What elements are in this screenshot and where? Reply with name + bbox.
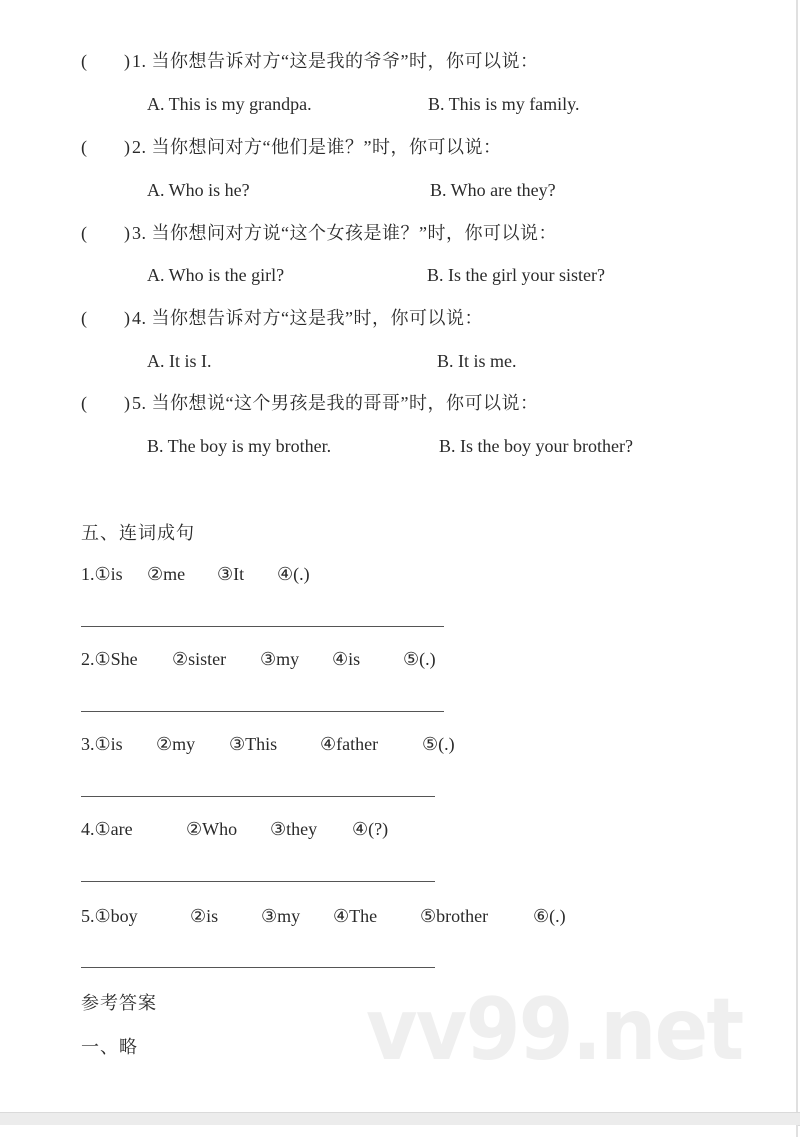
word: 4.①are bbox=[81, 819, 133, 839]
question-text: 2. 当你想问对方“他们是谁？”时，你可以说： bbox=[132, 137, 502, 157]
answer-paren-open: ( bbox=[81, 308, 87, 328]
word: 1.①is bbox=[81, 564, 123, 584]
answers-title: 参考答案 bbox=[81, 993, 157, 1013]
answer-line-2[interactable] bbox=[81, 711, 444, 712]
word: ④is bbox=[332, 649, 361, 669]
answer-paren-open: ( bbox=[81, 137, 87, 157]
answer-paren-open: ( bbox=[81, 223, 87, 243]
word: ⑥(.) bbox=[533, 906, 566, 926]
watermark: vv99.net bbox=[366, 980, 743, 1080]
option-a: A. This is my grandpa. bbox=[147, 94, 312, 114]
word: ②is bbox=[190, 906, 219, 926]
answers-part-1: 一、略 bbox=[81, 1037, 138, 1057]
word: ④(?) bbox=[352, 819, 389, 839]
word: ⑤(.) bbox=[422, 734, 455, 754]
word: 2.①She bbox=[81, 649, 138, 669]
word: 5.①boy bbox=[81, 906, 138, 926]
word: ③my bbox=[261, 906, 301, 926]
word: ③This bbox=[229, 734, 278, 754]
option-a: A. Who is the girl? bbox=[147, 265, 285, 285]
question-text: 5. 当你想说“这个男孩是我的哥哥”时，你可以说： bbox=[132, 393, 539, 413]
answer-line-5[interactable] bbox=[81, 967, 435, 968]
answer-paren-close: ) bbox=[124, 223, 130, 243]
answer-paren-close: ) bbox=[124, 51, 130, 71]
option-b: B. It is me. bbox=[437, 351, 517, 371]
answer-line-1[interactable] bbox=[81, 626, 444, 627]
word: ③they bbox=[270, 819, 318, 839]
answer-paren-close: ) bbox=[124, 393, 130, 413]
word: ③It bbox=[217, 564, 245, 584]
answer-paren-close: ) bbox=[124, 137, 130, 157]
word: ②sister bbox=[172, 649, 227, 669]
word: ⑤brother bbox=[420, 906, 489, 926]
option-b: B. Is the girl your sister? bbox=[427, 265, 605, 285]
answer-paren-close: ) bbox=[124, 308, 130, 328]
option-b: B. Who are they? bbox=[430, 180, 556, 200]
question-text: 4. 当你想告诉对方“这是我”时，你可以说： bbox=[132, 308, 483, 328]
option-a: A. It is I. bbox=[147, 351, 212, 371]
word: ②my bbox=[156, 734, 196, 754]
word: ②me bbox=[147, 564, 186, 584]
page-break bbox=[0, 1112, 800, 1126]
option-a: A. Who is he? bbox=[147, 180, 250, 200]
question-text: 3. 当你想问对方说“这个女孩是谁？”时，你可以说： bbox=[132, 223, 557, 243]
option-b: B. This is my family. bbox=[428, 94, 580, 114]
word: ④The bbox=[333, 906, 378, 926]
answer-line-3[interactable] bbox=[81, 796, 435, 797]
word: ③my bbox=[260, 649, 300, 669]
option-a: B. The boy is my brother. bbox=[147, 436, 332, 456]
word: ④father bbox=[320, 734, 379, 754]
answer-line-4[interactable] bbox=[81, 881, 435, 882]
answer-paren-open: ( bbox=[81, 51, 87, 71]
word: 3.①is bbox=[81, 734, 123, 754]
word: ②Who bbox=[186, 819, 238, 839]
word: ⑤(.) bbox=[403, 649, 436, 669]
question-text: 1. 当你想告诉对方“这是我的爷爷”时，你可以说： bbox=[132, 51, 539, 71]
option-b: B. Is the boy your brother? bbox=[439, 436, 633, 456]
word: ④(.) bbox=[277, 564, 310, 584]
next-page-top bbox=[0, 1125, 798, 1137]
section-title: 五、连词成句 bbox=[81, 523, 195, 543]
answer-paren-open: ( bbox=[81, 393, 87, 413]
